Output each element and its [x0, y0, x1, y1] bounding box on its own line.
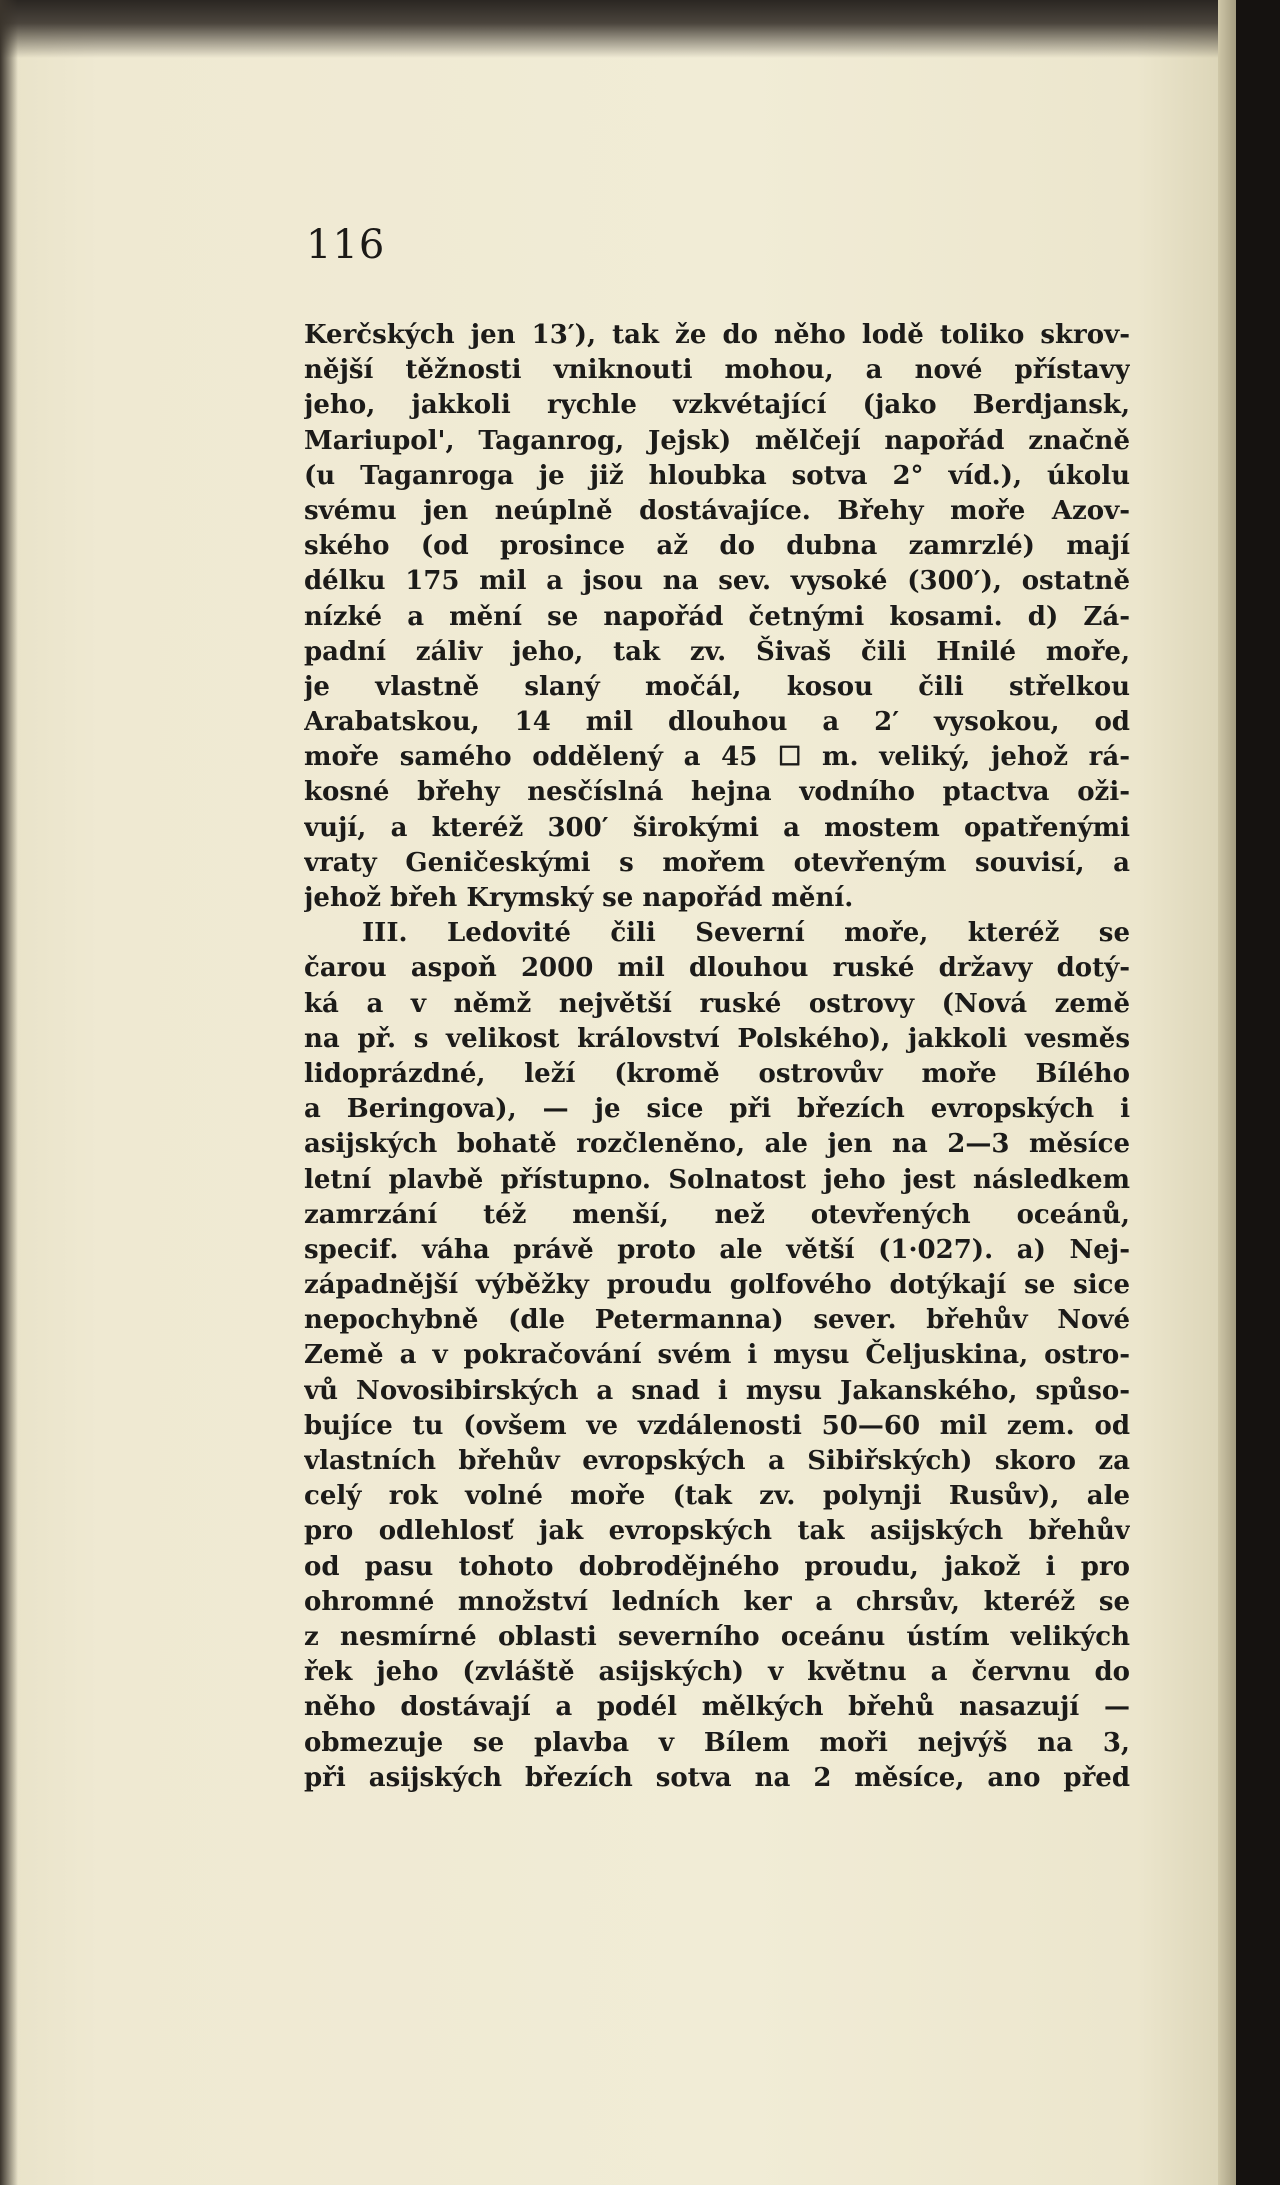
- page-number: 116: [306, 222, 386, 268]
- page-left-edge: [0, 0, 18, 2185]
- text-line: na př. s velikost království Polského), jakkoli vesměs: [304, 1023, 1130, 1054]
- text-line: něho dostávají a podél mělkých břehů nasazují —: [304, 1692, 1130, 1723]
- text-line: nější těžnosti vniknouti mohou, a nové přístavy: [304, 355, 1130, 386]
- text-line: od pasu tohoto dobrodějného proudu, jakož i pro: [304, 1551, 1130, 1582]
- text-line: nízké a mění se napořád četnými kosami. d) Zá-: [304, 601, 1130, 632]
- text-line: vraty Geničeskými s mořem otevřeným souvisí, a: [304, 847, 1130, 878]
- text-line: obmezuje se plavba v Bílem moři nejvýš na 3,: [304, 1727, 1130, 1758]
- book-spine: [1218, 0, 1236, 2185]
- text-line: letní plavbě přístupno. Solnatost jeho jest následkem: [304, 1164, 1130, 1195]
- text-line: je vlastně slaný močál, kosou čili střelkou: [304, 671, 1130, 702]
- text-line: ká a v němž největší ruské ostrovy (Nová země: [304, 988, 1130, 1019]
- text-line: celý rok volné moře (tak zv. polynji Rusův), ale: [304, 1481, 1130, 1512]
- text-line: kosné břehy nesčíslná hejna vodního ptactva oži-: [304, 777, 1130, 808]
- text-line: Mariupol', Taganrog, Jejsk) mělčejí napořád značně: [304, 425, 1130, 456]
- text-line: vů Novosibirských a snad i mysu Jakanského, spůso-: [304, 1375, 1130, 1406]
- text-line: z nesmírné oblasti severního oceánu ústím velikých: [304, 1621, 1130, 1652]
- page-top-shadow: [0, 0, 1236, 58]
- text-line: při asijských březích sotva na 2 měsíce, ano před: [304, 1762, 1130, 1793]
- text-line: délku 175 mil a jsou na sev. vysoké (300′), ostatně: [304, 566, 1130, 597]
- text-line: řek jeho (zvláště asijských) v květnu a červnu do: [304, 1657, 1130, 1688]
- text-line: zamrzání též menší, než otevřených oceánů,: [304, 1199, 1130, 1230]
- text-line: specif. váha právě proto ale větší (1·027). a) Nej-: [304, 1234, 1130, 1265]
- text-line: (u Taganroga je již hloubka sotva 2° víd.), úkolu: [304, 460, 1130, 491]
- text-line: padní záliv jeho, tak zv. Šivaš čili Hnilé moře,: [304, 636, 1130, 667]
- text-line: bujíce tu (ovšem ve vzdálenosti 50—60 mil zem. od: [304, 1410, 1130, 1441]
- text-line: pro odlehlosť jak evropských tak asijských břehův: [304, 1516, 1130, 1547]
- text-line: západnější výběžky proudu golfového dotýkají se sice: [304, 1270, 1130, 1301]
- text-line: lidoprázdné, leží (kromě ostrovův moře Bílého: [304, 1058, 1130, 1089]
- text-line: nepochybně (dle Petermanna) sever. břehův Nové: [304, 1305, 1130, 1336]
- text-line: čarou aspoň 2000 mil dlouhou ruské državy dotý-: [304, 953, 1130, 984]
- text-line: Kerčských jen 13′), tak že do něho lodě toliko skrov-: [304, 320, 1130, 350]
- text-line: vlastních břehův evropských a Sibiřských) skoro za: [304, 1446, 1130, 1476]
- text-line: svému jen neúplně dostávajíce. Břehy moře Azov-: [304, 495, 1130, 526]
- scan-background: [1236, 0, 1280, 2185]
- text-line: jeho, jakkoli rychle vzkvétající (jako Berdjansk,: [304, 390, 1130, 421]
- text-line: Arabatskou, 14 mil dlouhou a 2′ vysokou, od: [304, 707, 1130, 738]
- text-line: jehož břeh Krymský se napořád mění.: [304, 883, 854, 913]
- text-line: moře samého oddělený a 45 ☐ m. veliký, jehož rá-: [304, 742, 1130, 773]
- body-text: [304, 318, 1130, 1796]
- section-heading-line: III. Ledovité čili Severní moře, kteréž se: [362, 918, 1130, 949]
- text-line: a Beringova), — je sice při březích evropských i: [304, 1094, 1130, 1125]
- text-line: ohromné množství ledních ker a chrsův, kteréž se: [304, 1586, 1130, 1617]
- text-line: Země a v pokračování svém i mysu Čeljuskina, ostro-: [304, 1340, 1130, 1371]
- text-line: asijských bohatě rozčleněno, ale jen na 2—3 měsíce: [304, 1129, 1130, 1160]
- text-line: vují, a kteréž 300′ širokými a mostem opatřenými: [304, 812, 1130, 843]
- text-line: ského (od prosince až do dubna zamrzlé) mají: [304, 531, 1130, 562]
